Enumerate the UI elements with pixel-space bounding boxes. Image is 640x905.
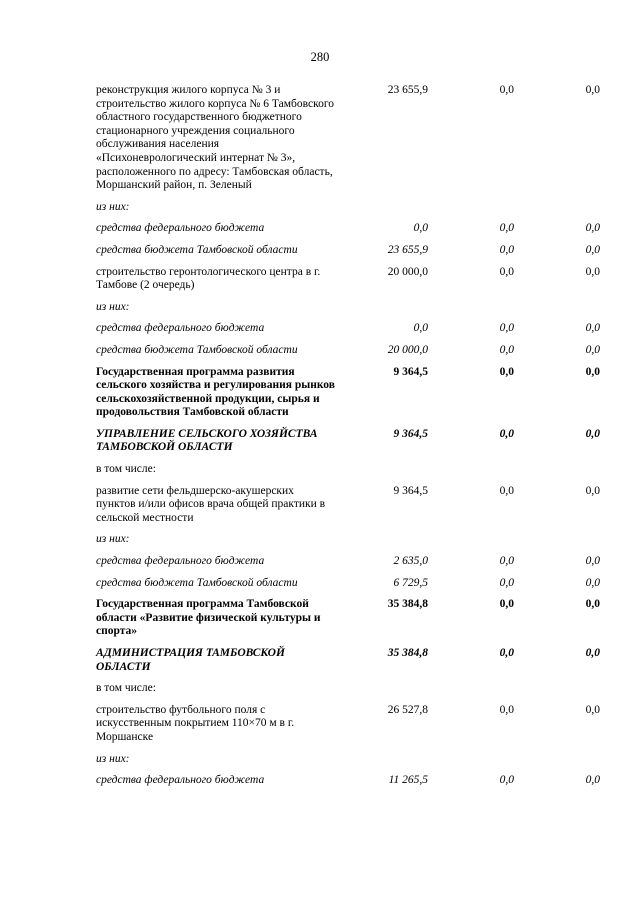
row-value-2018: 0,0: [499, 343, 514, 356]
row-name: средства бюджета Тамбовской области: [96, 576, 298, 589]
budget-table: [96, 84, 608, 796]
row-name: АДМИНИСТРАЦИЯ ТАМБОВСКОЙ ОБЛАСТИ: [96, 647, 285, 673]
row-value-2017: [342, 753, 428, 775]
table-row: [96, 222, 608, 244]
row-value-2019: 0,0: [585, 555, 600, 568]
row-value-2019: [514, 753, 608, 775]
row-value-2018: 0,0: [499, 576, 514, 589]
table-row: [96, 485, 608, 534]
row-value-2018: [428, 753, 514, 775]
table-row: [96, 533, 608, 555]
row-value-2018: 0,0: [499, 427, 514, 440]
row-value-2019: [514, 301, 608, 323]
row-name: в том числе:: [96, 682, 156, 695]
row-value-2017: 11 265,5: [388, 774, 428, 787]
table-row: [96, 301, 608, 323]
row-value-2019: 0,0: [585, 265, 600, 278]
table-row: [96, 428, 608, 463]
row-value-2018: [428, 533, 514, 555]
table-row: [96, 244, 608, 266]
row-value-2019: 0,0: [585, 774, 600, 787]
row-value-2017: [342, 533, 428, 555]
row-value-2019: 0,0: [585, 703, 600, 716]
table-row: [96, 344, 608, 366]
row-value-2017: 35 384,8: [387, 598, 428, 611]
row-value-2017: 9 364,5: [393, 365, 428, 378]
table-row: [96, 577, 608, 599]
row-name: развитие сети фельдшерско-акушерских пунктов и/или офисов врача общей практики в сельской местности: [96, 484, 326, 524]
row-value-2017: 6 729,5: [393, 576, 428, 589]
table-row: [96, 774, 608, 796]
row-value-2018: [428, 301, 514, 323]
row-value-2019: 0,0: [585, 576, 600, 589]
row-name: строительство футбольного поля с искусственным покрытием 110×70 м в г. Моршанске: [96, 703, 295, 743]
row-value-2018: 0,0: [499, 222, 514, 235]
row-value-2019: 0,0: [585, 598, 600, 611]
table-row: [96, 463, 608, 485]
row-value-2019: [514, 201, 608, 223]
table-row: [96, 682, 608, 704]
row-value-2018: [428, 201, 514, 223]
table-row: [96, 201, 608, 223]
row-value-2017: 26 527,8: [387, 703, 428, 716]
row-value-2017: 9 364,5: [393, 484, 428, 497]
row-name: средства бюджета Тамбовской области: [96, 343, 298, 356]
row-name: средства федерального бюджета: [96, 774, 265, 787]
table-row: [96, 322, 608, 344]
row-value-2019: 0,0: [585, 322, 600, 335]
row-name: из них:: [96, 533, 130, 546]
row-name: Государственная программа развития сельского хозяйства и регулирования рынков сельскохозяйственной продукции, сырья и продовольствия Тамбовской области: [96, 365, 335, 419]
row-name: из них:: [96, 300, 130, 313]
page-number: 280: [310, 50, 330, 64]
row-value-2019: 0,0: [585, 243, 600, 256]
row-name: средства бюджета Тамбовской области: [96, 243, 298, 256]
row-value-2019: [514, 682, 608, 704]
row-value-2017: 9 364,5: [393, 427, 428, 440]
table-row: [96, 366, 608, 428]
row-value-2019: 0,0: [585, 484, 600, 497]
row-value-2018: 0,0: [499, 484, 514, 497]
row-value-2018: 0,0: [499, 365, 514, 378]
table-row: [96, 704, 608, 753]
table-row: [96, 753, 608, 775]
row-value-2019: [514, 533, 608, 555]
row-value-2017: [342, 682, 428, 704]
row-value-2017: 2 635,0: [393, 555, 428, 568]
row-value-2018: 0,0: [499, 647, 514, 659]
row-name: Государственная программа Тамбовской области «Развитие физической культуры и спорта»: [96, 598, 321, 638]
row-value-2019: 0,0: [585, 343, 600, 356]
row-value-2018: 0,0: [499, 774, 514, 787]
row-name: в том числе:: [96, 463, 156, 476]
row-name: строительство геронтологического центра в г. Тамбове (2 очередь): [96, 265, 321, 292]
row-value-2018: 0,0: [499, 598, 514, 611]
row-name: средства федерального бюджета: [96, 555, 265, 568]
row-value-2018: 0,0: [499, 265, 514, 278]
table-row: [96, 84, 608, 201]
row-value-2019: 0,0: [585, 222, 600, 235]
row-value-2018: 0,0: [499, 322, 514, 335]
row-name: из них:: [96, 200, 130, 213]
row-value-2017: [342, 201, 428, 223]
row-name: УПРАВЛЕНИЕ СЕЛЬСКОГО ХОЗЯЙСТВА ТАМБОВСКОЙ ОБЛАСТИ: [96, 427, 318, 454]
row-value-2017: 35 384,8: [387, 647, 428, 659]
row-value-2017: 0,0: [413, 322, 428, 335]
row-value-2018: [428, 463, 514, 485]
row-value-2017: [342, 463, 428, 485]
row-value-2018: 0,0: [499, 84, 514, 96]
row-name: реконструкция жилого корпуса № 3 и строительство жилого корпуса № 6 Тамбовского областного государственного бюджетного стационарного учреждения социального обслуживания населения «Психоневрологический интернат № 3», расположенного по адресу: Тамбовская область, Моршанский район, п. Зеленый: [96, 84, 335, 192]
row-name: средства федерального бюджета: [96, 322, 265, 335]
row-value-2017: 23 655,9: [387, 84, 428, 96]
row-value-2017: 0,0: [413, 222, 428, 235]
row-value-2018: [428, 682, 514, 704]
row-value-2018: 0,0: [499, 243, 514, 256]
table-row: [96, 266, 608, 301]
row-value-2019: [514, 463, 608, 485]
table-row: [96, 647, 608, 682]
row-value-2019: 0,0: [585, 427, 600, 440]
row-value-2019: 0,0: [585, 84, 600, 96]
table-row: [96, 598, 608, 647]
row-name: из них:: [96, 752, 130, 765]
row-value-2018: 0,0: [499, 555, 514, 568]
row-value-2019: 0,0: [585, 647, 600, 659]
row-name: средства федерального бюджета: [96, 222, 265, 235]
row-value-2017: 20 000,0: [387, 265, 428, 278]
row-value-2017: [342, 301, 428, 323]
row-value-2019: 0,0: [585, 365, 600, 378]
row-value-2017: 23 655,9: [387, 243, 428, 256]
row-value-2018: 0,0: [499, 703, 514, 716]
table-row: [96, 555, 608, 577]
row-value-2017: 20 000,0: [387, 343, 428, 356]
